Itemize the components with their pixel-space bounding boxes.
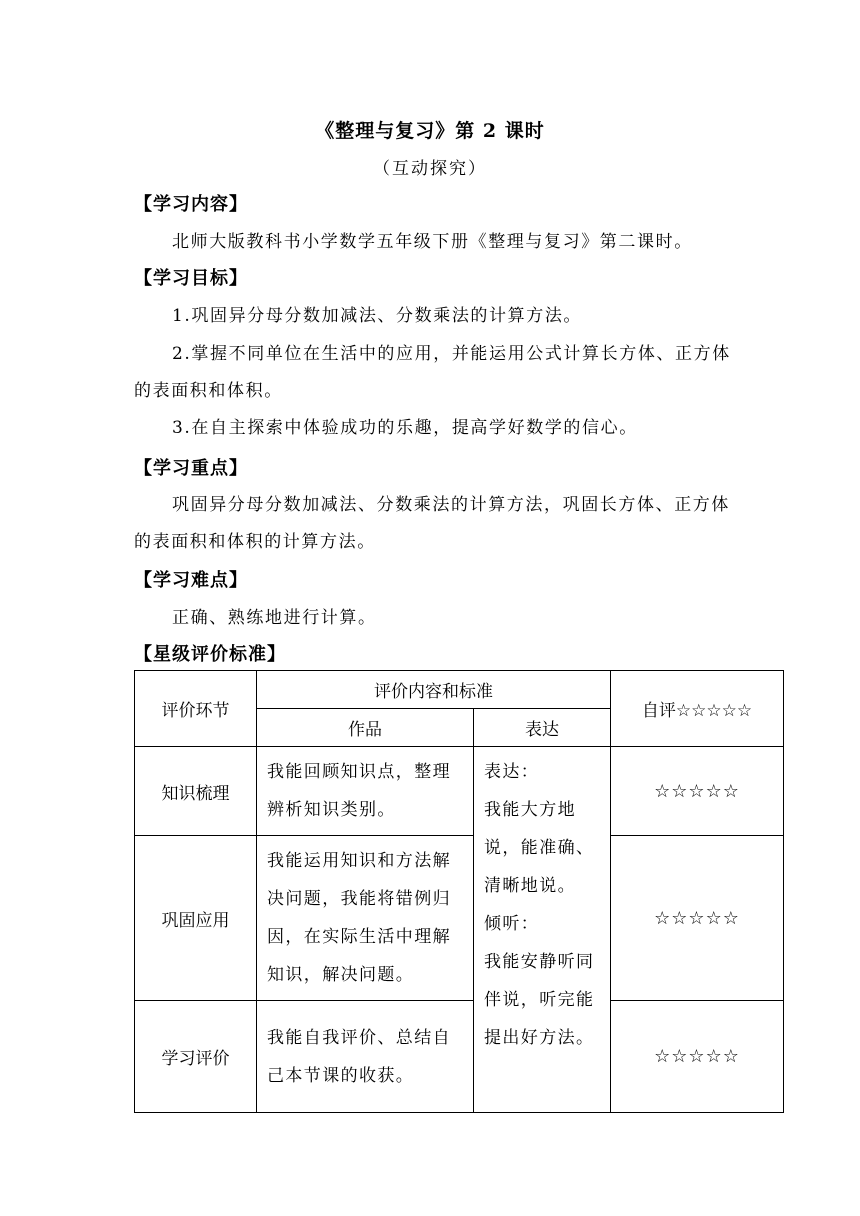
row-stars: ☆☆☆☆☆: [611, 747, 784, 836]
row-stage: 知识梳理: [135, 747, 257, 836]
row-work: 我能自我评价、总结自己本节课的收获。: [267, 1027, 451, 1086]
row-work: 我能回顾知识点，整理辨析知识类别。: [267, 762, 451, 820]
heading-learning-content: 【学习内容】: [134, 194, 248, 215]
row-stars: ☆☆☆☆☆: [611, 1001, 784, 1113]
goal-item-2: 2.掌握不同单位在生活中的应用，并能运用公式计算长方体、正方体的表面积和体积。: [134, 344, 731, 401]
header-stage: 评价环节: [135, 671, 257, 747]
expression-text: 表达： 我能大方地说，能准确、清晰地说。 倾听： 我能安静听同伴说，听完能提出好方法。: [484, 762, 595, 1048]
goal-item-1: 1.巩固异分母分数加减法、分数乘法的计算方法。: [172, 306, 583, 326]
header-self-eval: 自评☆☆☆☆☆: [611, 671, 784, 747]
expression-cell: [474, 747, 611, 1113]
key-points-text: 巩固异分母分数加减法、分数乘法的计算方法，巩固长方体、正方体的表面积和体积的计算方法。: [134, 495, 730, 552]
row-work-cell: [257, 1001, 474, 1113]
header-work: 作品: [257, 709, 474, 747]
table-row: [135, 1001, 784, 1113]
page-subtitle: （互动探究）: [373, 159, 487, 179]
difficulties-text: 正确、熟练地进行计算。: [172, 608, 377, 628]
row-stage: 学习评价: [135, 1001, 257, 1113]
evaluation-table: [134, 670, 784, 1113]
heading-learning-goals: 【学习目标】: [134, 268, 248, 289]
page-title: 《整理与复习》第 2 课时: [315, 120, 545, 142]
row-stage: 巩固应用: [135, 836, 257, 1001]
row-work: 我能运用知识和方法解决问题，我能将错例归因，在实际生活中理解知识，解决问题。: [267, 851, 451, 985]
table-row: [135, 747, 784, 836]
row-work-cell: [257, 747, 474, 836]
heading-key-points: 【学习重点】: [134, 458, 248, 479]
heading-star-rating: 【星级评价标准】: [134, 644, 286, 665]
header-criteria: 评价内容和标准: [257, 671, 611, 709]
row-stars: ☆☆☆☆☆: [611, 836, 784, 1001]
learning-content-text: 北师大版教科书小学数学五年级下册《整理与复习》第二课时。: [172, 232, 693, 252]
table-row: [135, 836, 784, 1001]
table-header-row: [135, 671, 784, 709]
heading-difficulties: 【学习难点】: [134, 570, 248, 591]
header-expression: 表达: [474, 709, 611, 747]
row-work-cell: [257, 836, 474, 1001]
goal-item-3: 3.在自主探索中体验成功的乐趣，提高学好数学的信心。: [172, 418, 638, 438]
